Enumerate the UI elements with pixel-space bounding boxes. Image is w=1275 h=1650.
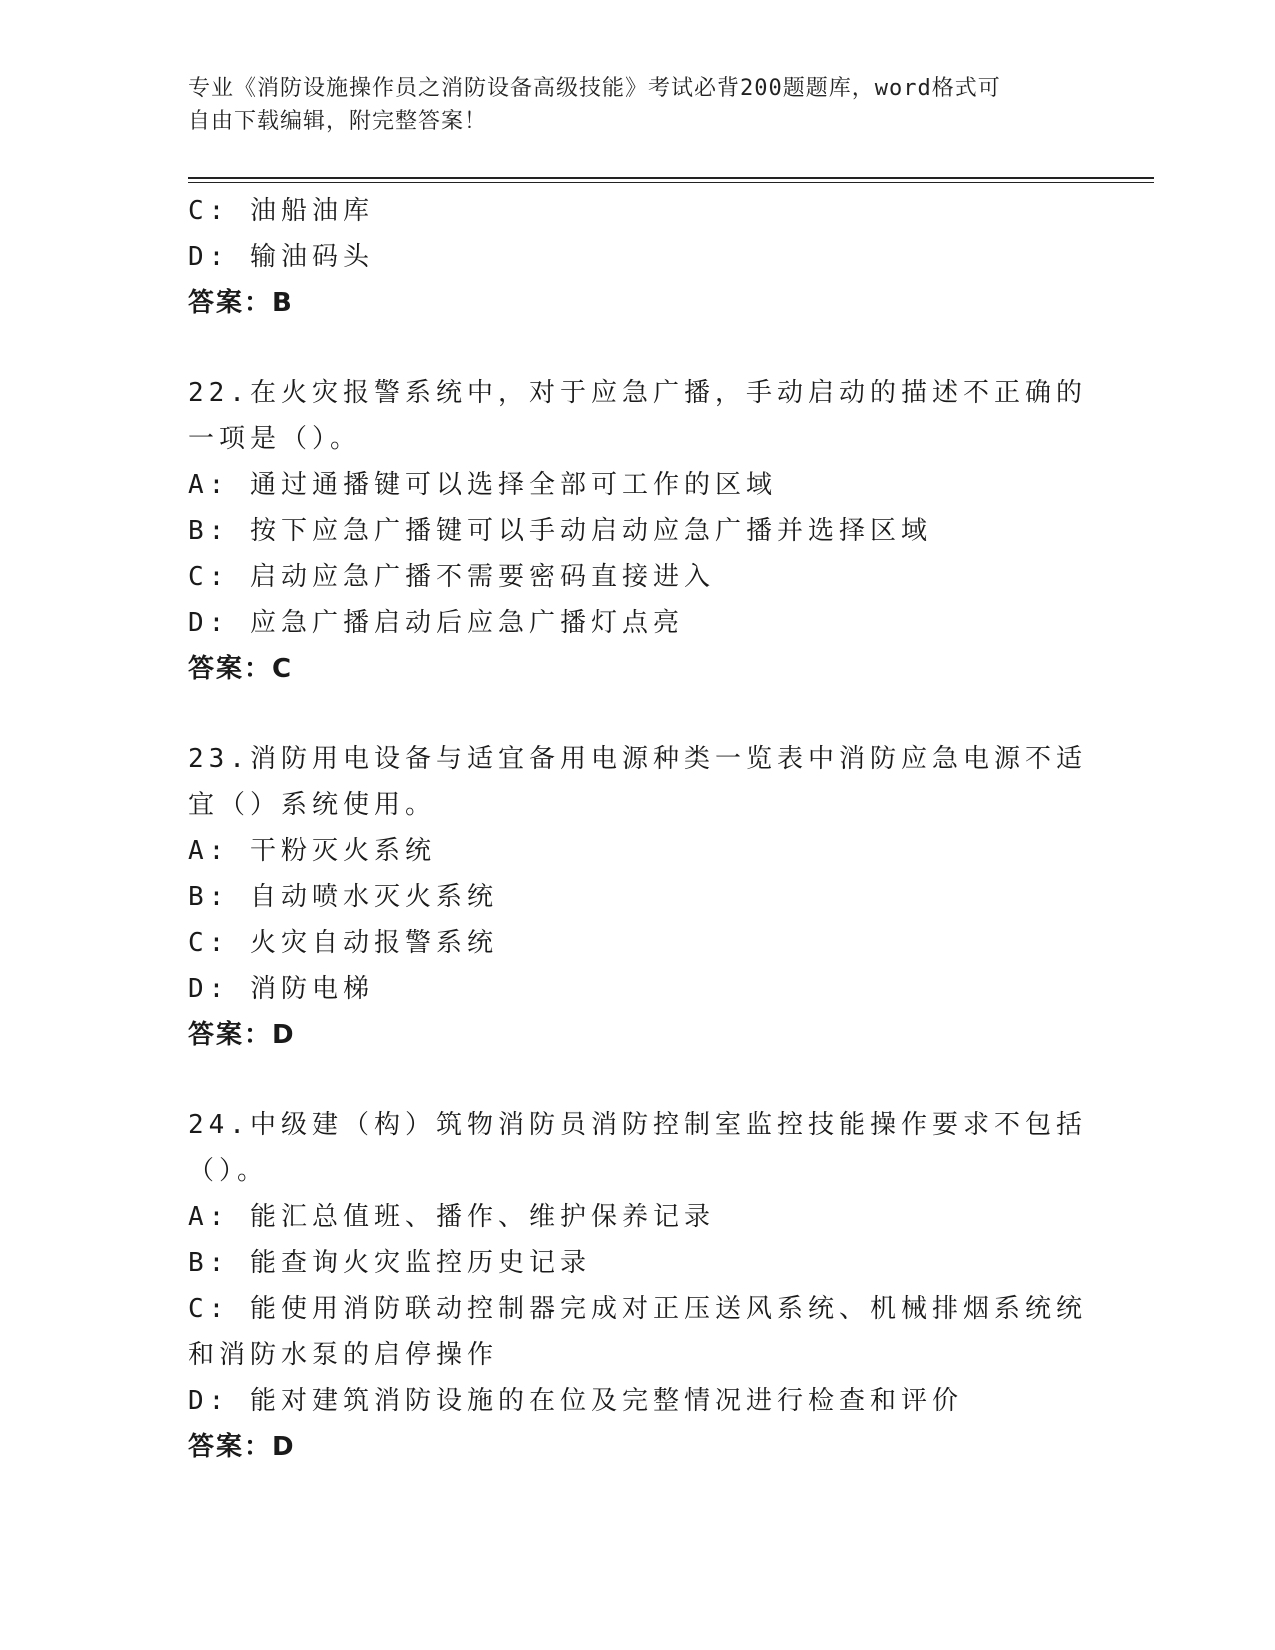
option-d: D: 能对建筑消防设施的在位及完整情况进行检查和评价 <box>188 1386 963 1416</box>
header-line-1: 专业《消防设施操作员之消防设备高级技能》考试必背200题题库，word格式可 <box>188 76 1001 101</box>
option-c: C: 能使用消防联动控制器完成对正压送风系统、机械排烟系统统和消防水泵的启停操作 <box>188 1294 1087 1370</box>
question-text: 22.在火灾报警系统中，对于应急广播，手动启动的描述不正确的一项是（）。 <box>188 378 1087 454</box>
option-d: D: 消防电梯 <box>188 974 374 1004</box>
option-b: B: 能查询火灾监控历史记录 <box>188 1248 591 1278</box>
question-24 <box>188 1102 1088 1470</box>
option-b: B: 自动喷水灭火系统 <box>188 882 498 912</box>
question-21-continued <box>188 188 1088 326</box>
spacer <box>188 692 1088 736</box>
answer-line: 答案：D <box>188 1020 296 1050</box>
question-text: 24.中级建（构）筑物消防员消防控制室监控技能操作要求不包括（）。 <box>188 1110 1087 1186</box>
document-content <box>188 188 1088 1470</box>
spacer <box>188 326 1088 370</box>
option-d: D: 应急广播启动后应急广播灯点亮 <box>188 608 684 638</box>
answer-line: 答案：B <box>188 288 294 318</box>
spacer <box>188 1058 1088 1102</box>
question-23 <box>188 736 1088 1058</box>
answer-line: 答案：D <box>188 1432 296 1462</box>
option-c: C: 油船油库 <box>188 196 374 226</box>
header-divider-thin <box>188 182 1154 183</box>
question-text: 23.消防用电设备与适宜备用电源种类一览表中消防应急电源不适宜（）系统使用。 <box>188 744 1087 820</box>
option-a: A: 能汇总值班、播作、维护保养记录 <box>188 1202 715 1232</box>
question-22 <box>188 370 1088 692</box>
document-header <box>188 72 1068 138</box>
option-a: A: 通过通播键可以选择全部可工作的区域 <box>188 470 777 500</box>
answer-line: 答案：C <box>188 654 294 684</box>
header-line-2: 自由下载编辑，附完整答案！ <box>188 109 488 134</box>
option-b: B: 按下应急广播键可以手动启动应急广播并选择区域 <box>188 516 932 546</box>
option-c: C: 火灾自动报警系统 <box>188 928 498 958</box>
option-a: A: 干粉灭火系统 <box>188 836 436 866</box>
header-divider-thick <box>188 177 1154 179</box>
option-d: D: 输油码头 <box>188 242 374 272</box>
option-c: C: 启动应急广播不需要密码直接进入 <box>188 562 715 592</box>
